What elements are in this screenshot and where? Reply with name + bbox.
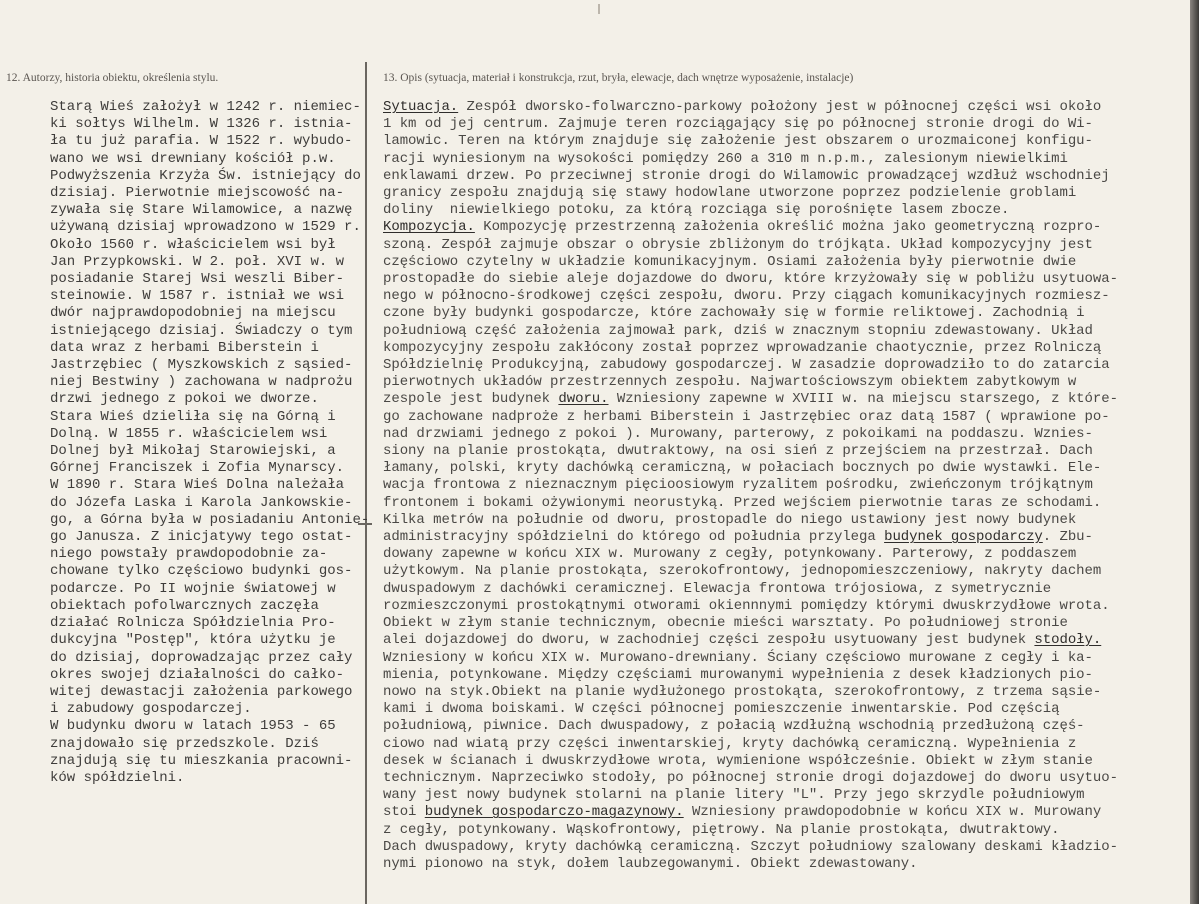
text-line: drzwi jednego z pokoi we dworze.	[50, 391, 319, 408]
text-line: witej dewastacji założenia parkowego	[50, 683, 353, 700]
text-line	[383, 529, 1118, 546]
underlined-heading: budynek gospodarczo-magazynowy.	[424, 804, 684, 821]
text-line: Podwyższenia Krzyża Św. istniejący do	[50, 167, 361, 184]
line-segment: zespole jest budynek	[383, 391, 559, 408]
text-line: nego w północno-środkowej części zespołu, dworu. Przy ciągach komunikacyjnych rozmiesz-	[383, 288, 1110, 305]
text-line: i zabudowy gospodarczej.	[50, 701, 252, 718]
text-line: łamany, polski, kryty dachówką ceramiczną, w połaciach bocznych po dwie wystawki. Ele-	[383, 460, 1102, 477]
text-line: częściowo czytelny w układzie komunikacyjnym. Osiami założenia były pierwotnie dwie	[383, 253, 1077, 270]
text-line: desek w ścianach i dwuskrzydłowe wrota, wymienione współcześnie. Obiekt w złym stanie	[383, 752, 1093, 769]
underlined-heading: Sytuacja.	[383, 99, 459, 115]
text-line: istniejącego dzisiaj. Świadczy o tym	[50, 322, 353, 339]
line-segment: Wzniesiony prawdopodobnie w końcu XIX w. Murowany	[683, 804, 1102, 821]
text-line: szoną. Zespół zajmuje obszar o obrysie zbliżonym do trójkąta. Układ kompozycyjny jest	[383, 236, 1093, 253]
text-line: ciowo nad wiatą przy części inwentarskiej, kryty dachówką ceramiczną. Wypełnienia z	[383, 735, 1077, 752]
text-line: technicznym. Naprzeciwko stodoły, po północnej stronie drogi dojazdowej do dworu usytuo-	[383, 769, 1118, 786]
text-line: steinowie. W 1587 r. istniał we wsi	[50, 288, 345, 305]
text-line: prostopadłe do siebie aleje dojazdowe do dworu, które krzyżowały się w pobliżu usytuowa-	[383, 271, 1118, 288]
text-line: Starą Wieś założył w 1242 r. niemiec-	[50, 99, 361, 115]
text-line: dwuspadowym z dachówki ceramicznej. Elewacja frontowa trójosiowa, z symetrycznie	[383, 580, 1052, 597]
text-line: Dach dwuspadowy, kryty dachówką ceramiczną. Szczyt południowy szalowany deskami kładzio-	[383, 838, 1118, 855]
text-line: Obiekt w złym stanie technicznym, obecnie mieści warsztaty. Po południowej stronie	[383, 615, 1068, 632]
text-line: wano we wsi drewniany kościół p.w.	[50, 150, 336, 167]
text-line: ła tu już parafia. W 1522 r. wybudo-	[50, 133, 353, 150]
text-line: czone były budynki gospodarcze, które zachowały się w formie reliktowej. Zachodnią i	[383, 305, 1085, 322]
text-line: frontonem i bokami ożywionymi neorustyką. Przed wejściem pierwotnie taras ze schodami.	[383, 494, 1102, 511]
page-edge	[1190, 0, 1199, 904]
text-line: siony na planie prostokąta, dwutraktowy, na osi sień z przejściem na przestrzał. Dach	[383, 443, 1093, 460]
text-line	[383, 219, 1118, 236]
text-line: do Józefa Laska i Karola Jankowskie-	[50, 494, 353, 511]
text-line: racji wyniesionym na wysokości pomiędzy 260 a 310 m n.p.m., zalesionym niewielkimi	[383, 150, 1068, 167]
text-line: Spółdzielnię Produkcyjną, zabudowy gospodarczej. W zasadzie doprowadziło to do zatarcia	[383, 357, 1110, 374]
text-line: południową część założenia zajmował park, dziś w znacznym stopniu zdewastowany. Układ	[383, 322, 1093, 339]
text-line: do dzisiaj, doprowadzając przez cały	[50, 649, 353, 666]
text-line: 1 km od jej centrum. Zajmuje teren rozciągający się po północnej stronie drogi do Wi-	[383, 116, 1093, 133]
line-segment: administracyjny spółdzielni do którego od południa przylega	[383, 529, 885, 546]
text-line: Górnej Franciszek i Zofia Mynarscy.	[50, 460, 345, 477]
text-line: znajdowało się przedszkole. Dziś	[50, 735, 319, 752]
text-line: podarcze. Po II wojnie światowej w	[50, 580, 336, 597]
line-segment: Kompozycję przestrzenną założenia określić można jako geometryczną rozpro-	[474, 219, 1102, 236]
text-line: Dolnej był Mikołaj Starowiejski, a	[50, 443, 336, 460]
underlined-heading: dworu.	[558, 391, 609, 408]
text-line: nowo na styk.Obiekt na planie wydłużonego prostokąta, szerokofrontowy, z trzema sąsie-	[383, 683, 1102, 700]
line-segment: alei dojazdowej do dworu, w zachodniej części zespołu usytuowany jest budynek	[383, 632, 1035, 649]
text-line	[383, 99, 1118, 116]
text-line: niego powstały prawdopodobnie za-	[50, 546, 328, 563]
text-line	[383, 804, 1118, 821]
text-line: znajdują się tu mieszkania pracowni-	[50, 752, 353, 769]
text-line: rozmieszczonymi prostokątnymi otworami okiennnymi pomiędzy którymi dwuskrzydłowe wrota.	[383, 597, 1110, 614]
text-line: ki sołtys Wilhelm. W 1326 r. istnia-	[50, 116, 353, 133]
text-line: zywała się Stare Wilamowice, a nazwę	[50, 202, 353, 219]
text-line: mienia, potynkowane. Między częściami murowanymi wypełnienia z desek kładzionych pio-	[383, 666, 1093, 683]
underlined-heading: budynek gospodarczy	[884, 529, 1043, 546]
text-line: okres swojej działalności do całko-	[50, 666, 345, 683]
text-line	[383, 391, 1118, 408]
text-line: dzisiaj. Pierwotnie miejscowość na-	[50, 185, 345, 202]
text-line: Około 1560 r. właścicielem wsi był	[50, 236, 336, 253]
text-line: chowane tylko częściowo budynki gos-	[50, 563, 353, 580]
text-line: obiektach pofolwarcznych zaczęła	[50, 597, 319, 614]
text-line: dukcyjna "Postęp", która użytku je	[50, 632, 336, 649]
text-line: granicy zespołu znajdują się stawy hodowlane utworzone poprzez podzielenie groblami	[383, 185, 1077, 202]
text-line: nymi pionowo na styk, dołem laubzegowanymi. Obiekt zdewastowany.	[383, 855, 918, 872]
text-line: niej Bestwiny ) zachowana w nadprożu	[50, 374, 353, 391]
text-line: enklawami drzew. Po przeciwnej stronie drogi do Wilamowic prowadzącej wzdłuż wschodniej	[383, 167, 1110, 184]
text-line: kami i dwoma boiskami. W części północnej pomieszczenie inwentarskie. Pod częścią	[383, 701, 1060, 718]
text-line: pierwotnych układów przestrzennych zespołu. Najwartościowszym obiektem zabytkowym w	[383, 374, 1077, 391]
text-line: z cegły, potynkowany. Wąskofrontowy, piętrowy. Na planie prostokąta, dwutraktowy.	[383, 821, 1060, 838]
section-13-header: 13. Opis (sytuacja, materiał i konstrukcja, rzut, bryła, elewacje, dach wnętrze wyposażenie, instalacje)	[383, 72, 854, 84]
text-line: nad drzwiami jednego z pokoi ). Murowany, parterowy, z pokoikami na poddaszu. Wznies-	[383, 425, 1093, 442]
text-line: go zachowane nadproże z herbami Biberstein i Jastrzębiec oraz datą 1587 ( wprawione po-	[383, 408, 1110, 425]
text-line: Stara Wieś dzieliła się na Górną i	[50, 408, 336, 425]
text-line: dowany zapewne w końcu XIX w. Murowany z cegły, potynkowany. Parterowy, z poddaszem	[383, 546, 1077, 563]
text-line: Jan Przypkowski. W 2. poł. XVI w. w	[50, 253, 345, 270]
underlined-heading: stodoły.	[1034, 632, 1102, 649]
text-line: wany jest nowy budynek stolarni na planie litery "L". Przy jego skrzydle południowym	[383, 787, 1085, 804]
line-segment: . Zbu-	[1042, 529, 1093, 546]
text-line: W 1890 r. Stara Wieś Dolna należała	[50, 477, 345, 494]
text-line: ków spółdzielni.	[50, 769, 185, 786]
line-segment: Zespół dworsko-folwarczno-parkowy położony jest w północnej części wsi około	[458, 99, 1102, 115]
text-line: Wzniesiony w końcu XIX w. Murowano-drewniany. Ściany częściowo murowane z cegły i ka-	[383, 649, 1093, 666]
text-line: dwór najprawdopodobniej na miejscu	[50, 305, 336, 322]
text-line: używaną dzisiaj wprowadzono w 1529 r.	[50, 219, 361, 236]
text-line: użytkowym. Na planie prostokąta, szerokofrontowy, jednopomieszczeniowy, nakryty dachem	[383, 563, 1102, 580]
text-line: wacja frontowa z nieznacznym pięcioosiowym ryzalitem pośrodku, zwieńczonym trójkątnym	[383, 477, 1093, 494]
text-line: kompozycyjny zespołu zakłócony został poprzez wprowadzanie chaotycznie, przez Rolniczą	[383, 339, 1102, 356]
underlined-heading: Kompozycja.	[383, 219, 475, 236]
text-line: doliny niewielkiego potoku, za którą rozciąga się porośnięte lasem zbocze.	[383, 202, 1010, 219]
section-12-header: 12. Autorzy, historia obiektu, określenia stylu.	[6, 72, 219, 84]
line-segment: stoi	[383, 804, 425, 821]
description-text	[383, 99, 1118, 873]
text-line: Dolną. W 1855 r. właścicielem wsi	[50, 425, 328, 442]
text-line: posiadanie Starej Wsi weszli Biber-	[50, 271, 345, 288]
text-line: W budynku dworu w latach 1953 - 65	[50, 718, 336, 735]
text-line: lamowic. Teren na którym znajduje się założenie jest obszarem o urozmaiconej konfigu-	[383, 133, 1093, 150]
text-line	[383, 632, 1118, 649]
line-segment: Wzniesiony zapewne w XVIII w. na miejscu starszego, z które-	[608, 391, 1118, 408]
text-line: Jastrzębiec ( Myszkowskich z sąsied-	[50, 357, 353, 374]
text-line: południową, piwnice. Dach dwuspadowy, z połacią wzdłużną wschodnią przedłużoną częś-	[383, 718, 1085, 735]
text-line: Kilka metrów na południe od dworu, prostopadle do niego ustawiony jest nowy budynek	[383, 511, 1077, 528]
history-text	[50, 99, 369, 787]
text-line: data wraz z herbami Biberstein i	[50, 339, 319, 356]
scan-mark	[598, 4, 600, 14]
text-line: go, a Górna była w posiadaniu Antonie-	[50, 511, 370, 528]
text-line: działać Rolnicza Spółdzielnia Pro-	[50, 615, 336, 632]
text-line: go Janusza. Z inicjatywy tego ostat-	[50, 529, 353, 546]
